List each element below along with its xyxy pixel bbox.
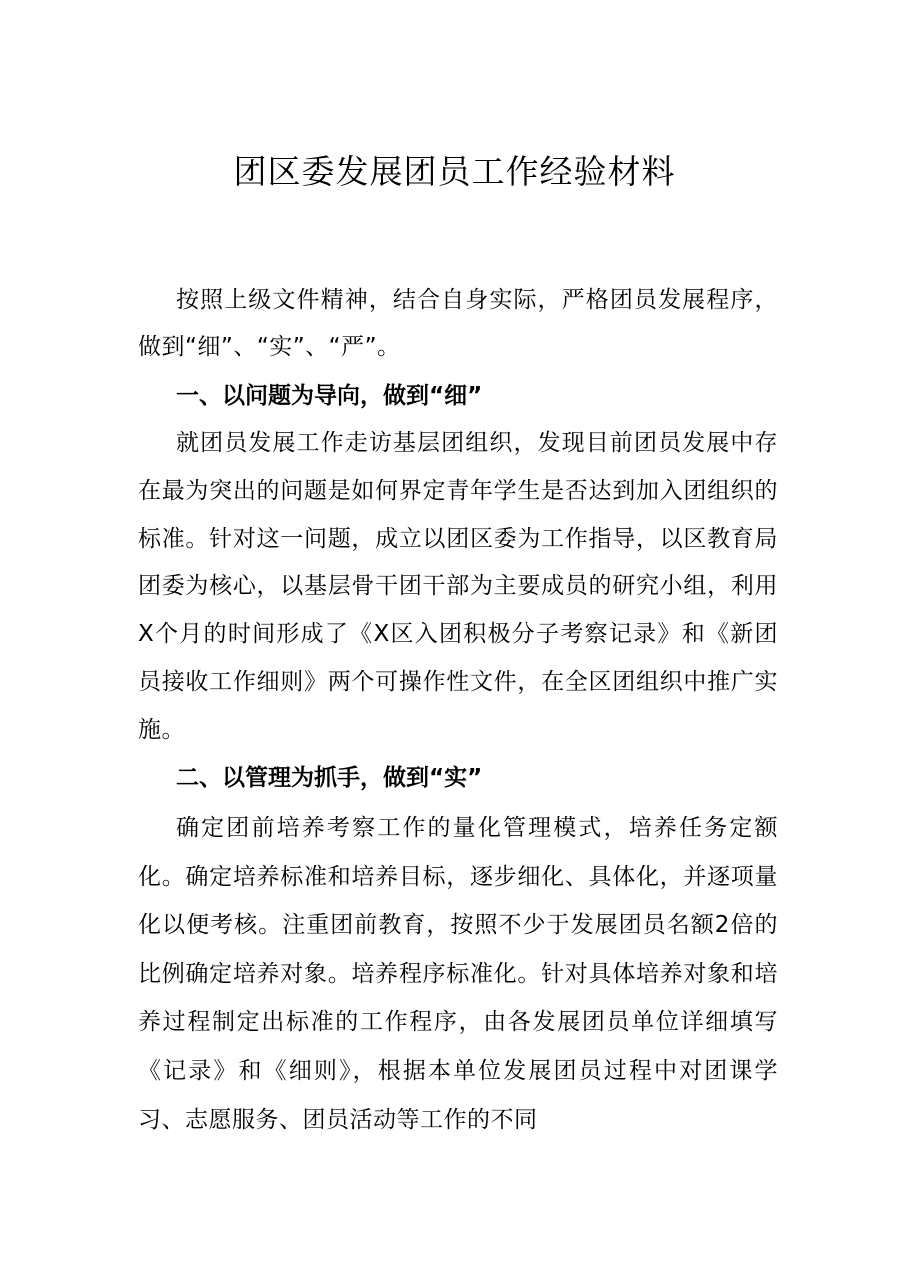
section-heading-1: 一、以问题为导向，做到“细” bbox=[176, 383, 483, 409]
section-paragraph-1: 就团员发展工作走访基层团组织，发现目前团员发展中存在最为突出的问题是如何界定青年学生是否达到加入团组织的标准。针对这一问题，成立以团区委为工作指导，以区教育局团委为核心，以基层骨干团干部为主要成员的研究小组，利用X个月的时间形成了《X区入团积极分子考察记录》和《新团员接收工作细则》两个可操作性文件，在全区团组织中推广实施。 bbox=[138, 430, 778, 743]
intro-paragraph: 按照上级文件精神，结合自身实际，严格团员发展程序，做到“细”、“实”、“严”。 bbox=[138, 287, 778, 360]
section-paragraph-2: 确定团前培养考察工作的量化管理模式，培养任务定额化。确定培养标准和培养目标，逐步细化、具体化，并逐项量化以便考核。注重团前教育，按照不少于发展团员名额2倍的比例确定培养对象。培养程序标准化。针对具体培养对象和培养过程制定出标准的工作程序，由各发展团员单位详细填写《记录》和《细则》，根据本单位发展团员过程中对团课学习、志愿服务、团员活动等工作的不同 bbox=[138, 815, 778, 1133]
section-heading-2: 二、以管理为抓手，做到“实” bbox=[176, 765, 483, 791]
document-title: 团区委发展团员工作经验材料 bbox=[233, 152, 676, 191]
